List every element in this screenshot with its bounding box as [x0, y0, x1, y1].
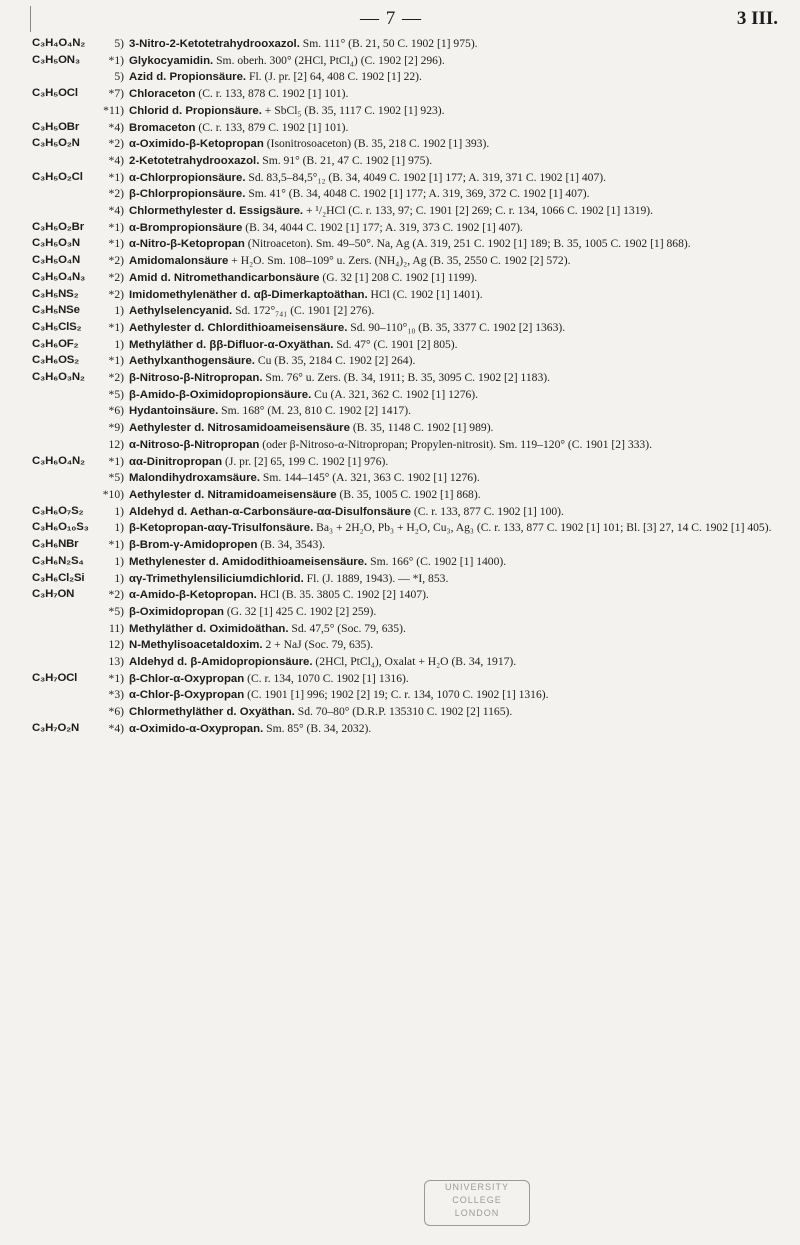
- index-entry: [0, 704, 800, 721]
- entry-text: [129, 470, 778, 487]
- index-entry: [0, 220, 800, 237]
- index-entry: [0, 186, 800, 203]
- compound-name: β-Oximidopropan: [129, 605, 224, 618]
- index-entry: [0, 487, 800, 504]
- entry-text: [129, 303, 778, 320]
- entry-text: [129, 270, 778, 287]
- index-entry: [0, 587, 800, 604]
- entry-number: *6): [108, 705, 124, 719]
- compound-name: Chlormethyläther d. Oxyäthan.: [129, 706, 295, 719]
- compound-name: β-Amido-β-Oximidopropionsäure.: [129, 388, 312, 401]
- formula: C₃H₅ClS₂: [32, 320, 82, 333]
- index-entry: [0, 253, 800, 270]
- entry-number: *9): [108, 421, 124, 435]
- entry-text: [129, 320, 778, 337]
- formula: C₃H₅O₂Br: [32, 220, 84, 233]
- entry-number: *4): [108, 204, 124, 218]
- entry-number: 1): [114, 571, 124, 585]
- entry-details: Sm. 111° (B. 21, 50 C. 1902 [1] 975).: [299, 37, 478, 50]
- compound-name: αα-Dinitropropan: [129, 455, 223, 468]
- compound-name: Methyläther d. ββ-Difluor-α-Oxyäthan.: [129, 338, 334, 351]
- compound-name: Imidomethylenäther d. αβ-Dimerkaptoäthan.: [129, 288, 368, 301]
- index-entry: [0, 454, 800, 471]
- formula: C₃H₇ON: [32, 588, 75, 601]
- entry-details: + SbCl₅ (B. 35, 1117 C. 1902 [1] 923).: [261, 103, 445, 117]
- formula: C₃H₅O₂Cl: [32, 170, 83, 183]
- entry-number: *1): [108, 220, 124, 234]
- compound-name: Chloraceton: [129, 88, 196, 101]
- formula: C₃H₄O₄N₂: [32, 37, 86, 49]
- entry-number: *2): [108, 254, 124, 268]
- entry-text: [129, 403, 778, 420]
- entry-details: Sm. oberh. 300° (2HCl, PtCl₄) (C. 1902 [2] 296).: [213, 53, 445, 67]
- entry-details: Cu (B. 35, 2184 C. 1902 [2] 264).: [254, 354, 416, 368]
- compound-name: α-Chlorpropionsäure.: [129, 171, 246, 184]
- entry-text: [129, 520, 778, 537]
- entry-number: *4): [108, 120, 124, 134]
- entry-number: *1): [108, 53, 124, 67]
- entry-details: (B. 35, 1148 C. 1902 [1] 989).: [349, 421, 494, 435]
- index-entry: [0, 420, 800, 437]
- compound-name: β-Ketopropan-ααγ-Trisulfonsäure.: [129, 522, 314, 535]
- entry-number: *4): [108, 153, 124, 167]
- compound-name: Malondihydroxamsäure.: [129, 472, 261, 485]
- entry-details: Sm. 168° (M. 23, 810 C. 1902 [2] 1417).: [218, 404, 411, 418]
- entry-number: *2): [108, 137, 124, 151]
- entry-text: [129, 86, 778, 103]
- index-entry: [0, 520, 800, 537]
- entry-number: *3): [108, 688, 124, 702]
- compound-name: αγ-Trimethylensiliciumdichlorid.: [129, 572, 304, 585]
- formula: C₃H₆NBr: [32, 538, 79, 551]
- entry-text: [129, 704, 778, 721]
- index-entry: [0, 654, 800, 671]
- index-entry: [0, 103, 800, 120]
- entry-number: *2): [108, 270, 124, 284]
- formula: C₃H₆O₄N₂: [32, 454, 85, 467]
- entry-number: *4): [108, 721, 124, 735]
- entry-number: 1): [114, 337, 124, 351]
- entry-number: *2): [108, 287, 124, 301]
- compound-name: Chlorid d. Propionsäure.: [129, 104, 262, 117]
- formula: C₃H₇OCl: [32, 671, 78, 684]
- entry-details: Sd. 70–80° (D.R.P. 135310 C. 1902 [2] 1165).: [294, 705, 513, 719]
- entry-number: *5): [108, 387, 124, 401]
- compound-name: Chlormethylester d. Essigsäure.: [129, 205, 304, 218]
- entry-number: *5): [108, 471, 124, 485]
- entry-number: 1): [114, 521, 124, 535]
- compound-name: β-Nitroso-β-Nitropropan.: [129, 372, 263, 385]
- entry-number: *1): [108, 538, 124, 552]
- index-entry: [0, 136, 800, 153]
- index-entry: [0, 470, 800, 487]
- compound-name: N-Methylisoacetaldoxim.: [129, 639, 263, 652]
- entry-number: *1): [108, 671, 124, 685]
- index-entry: [0, 270, 800, 287]
- entry-details: HCl (C. 1902 [1] 1401).: [367, 287, 483, 301]
- compound-name: Aethylester d. Nitrosamidoameisensäure: [129, 422, 350, 435]
- entry-details: (C. r. 134, 1070 C. 1902 [1] 1316).: [244, 671, 409, 685]
- entry-text: [129, 153, 778, 170]
- entry-text: [129, 487, 778, 504]
- entry-text: [129, 186, 778, 203]
- compound-name: Methyläther d. Oximidoäthan.: [129, 622, 289, 635]
- compound-name: α-Oximido-α-Oxypropan.: [129, 722, 264, 735]
- entry-details: Cu (A. 321, 362 C. 1902 [1] 1276).: [311, 387, 479, 401]
- entry-details: (C. r. 133, 879 C. 1902 [1] 101).: [195, 120, 349, 134]
- formula: C₃H₅O₄N: [32, 254, 81, 267]
- formula: C₃H₆N₂S₄: [32, 554, 84, 567]
- compound-name: 2-Ketotetrahydrooxazol.: [129, 154, 260, 167]
- index-entry: [0, 236, 800, 253]
- entry-number: *2): [108, 187, 124, 201]
- compound-name: Aethylselencyanid.: [129, 305, 233, 318]
- entry-text: [129, 69, 778, 86]
- entry-number: *2): [108, 371, 124, 385]
- entry-details: (B. 35, 1005 C. 1902 [1] 868).: [336, 487, 481, 501]
- entry-details: (B. 34, 4044 C. 1902 [1] 177; A. 319, 373 C. 1902 [1] 407).: [242, 220, 523, 234]
- index-entry: [0, 153, 800, 170]
- entry-details: Sd. 83,5–84,5°₁₂ (B. 34, 4049 C. 1902 [1] 177; A. 319, 371 C. 1902 [1] 407).: [245, 170, 607, 184]
- index-entry: [0, 353, 800, 370]
- entry-details: Sd. 47° (C. 1901 [2] 805).: [333, 337, 458, 351]
- compound-name: Amidomalonsäure: [129, 255, 229, 268]
- entry-number: *5): [108, 604, 124, 618]
- compound-name: α-Nitroso-β-Nitropropan: [129, 438, 260, 451]
- index-entry: [0, 36, 800, 53]
- index-entry: [0, 637, 800, 654]
- entry-number: 5): [114, 70, 124, 84]
- entry-details: Fl. (J. 1889, 1943). — *I, 853.: [303, 571, 449, 585]
- entry-details: (C. r. 133, 877 C. 1902 [1] 100).: [410, 504, 564, 518]
- formula: C₃H₅NSe: [32, 304, 80, 317]
- compound-name: Aldehyd d. β-Amidopropionsäure.: [129, 656, 313, 669]
- compound-name: Bromaceton: [129, 121, 196, 134]
- index-entry: [0, 53, 800, 70]
- entry-details: (Isonitrosoaceton) (B. 35, 218 C. 1902 [1] 393).: [263, 137, 490, 151]
- index-entry: [0, 537, 800, 554]
- formula: C₃H₇O₂N: [32, 721, 80, 734]
- entry-details: + ¹/₂HCl (C. r. 133, 97; C. 1901 [2] 269; C. r. 134, 1066 C. 1902 [1] 1319).: [303, 204, 654, 218]
- compound-name: β-Brom-γ-Amidopropen: [129, 539, 258, 552]
- compound-name: Amid d. Nitromethandicarbonsäure: [129, 271, 320, 284]
- entry-text: [129, 120, 778, 137]
- entry-details: (G. 32 [1] 425 C. 1902 [2] 259).: [223, 604, 377, 618]
- compound-name: α-Brompropionsäure: [129, 221, 243, 234]
- formula-index-list: [0, 36, 800, 738]
- entry-text: [129, 103, 778, 120]
- entry-details: (J. pr. [2] 65, 199 C. 1902 [1] 976).: [222, 454, 389, 468]
- entry-text: [129, 420, 778, 437]
- entry-text: [129, 170, 778, 187]
- entry-text: [129, 621, 778, 638]
- entry-number: 11): [108, 621, 124, 635]
- page-number: — 7 —: [360, 8, 422, 29]
- entry-details: Sm. 91° (B. 21, 47 C. 1902 [1] 975).: [259, 153, 433, 167]
- compound-name: α-Nitro-β-Ketopropan: [129, 238, 245, 251]
- library-stamp: UNIVERSITY COLLEGE LONDON: [424, 1180, 530, 1226]
- entry-number: 13): [108, 655, 124, 669]
- entry-text: [129, 36, 778, 53]
- index-entry: [0, 504, 800, 521]
- formula: C₃H₆OS₂: [32, 354, 80, 367]
- entry-details: Sm. 76° u. Zers. (B. 34, 1911; B. 35, 3095 C. 1902 [2] 1183).: [262, 371, 550, 385]
- compound-name: α-Chlor-β-Oxypropan: [129, 689, 245, 702]
- entry-number: 12): [108, 638, 124, 652]
- entry-text: [129, 236, 778, 253]
- entry-text: [129, 504, 778, 521]
- entry-details: + H₂O. Sm. 108–109° u. Zers. (NH₄)₂, Ag (B. 35, 2550 C. 1902 [2] 572).: [228, 254, 571, 268]
- entry-text: [129, 287, 778, 304]
- index-entry: [0, 303, 800, 320]
- entry-number: *2): [108, 588, 124, 602]
- index-entry: [0, 554, 800, 571]
- index-entry: [0, 170, 800, 187]
- formula: C₃H₆O₇S₂: [32, 504, 84, 517]
- entry-text: [129, 337, 778, 354]
- entry-details: Fl. (J. pr. [2] 64, 408 C. 1902 [1] 22).: [246, 70, 422, 84]
- entry-number: 1): [114, 554, 124, 568]
- entry-number: 1): [114, 304, 124, 318]
- index-entry: [0, 571, 800, 588]
- index-entry: [0, 120, 800, 137]
- formula: C₃H₅O₂N: [32, 137, 80, 150]
- entry-text: [129, 571, 778, 588]
- compound-name: Aethylester d. Chlordithioameisensäure.: [129, 321, 348, 334]
- entry-text: [129, 554, 778, 571]
- index-entry: [0, 370, 800, 387]
- entry-number: *7): [108, 87, 124, 101]
- entry-number: 12): [108, 437, 124, 451]
- index-entry: [0, 721, 800, 738]
- entry-text: [129, 687, 778, 704]
- entry-details: Sm. 85° (B. 34, 2032).: [263, 721, 372, 735]
- entry-text: [129, 587, 778, 604]
- entry-text: [129, 721, 778, 738]
- index-entry: [0, 86, 800, 103]
- entry-text: [129, 637, 778, 654]
- entry-details: Sd. 172°₇₄₁ (C. 1901 [2] 276).: [232, 304, 375, 318]
- index-entry: [0, 337, 800, 354]
- entry-details: (oder β-Nitroso-α-Nitropropan; Propylen-nitrosit). Sm. 119–120° (C. 1901 [2] 333).: [259, 437, 652, 451]
- entry-details: Sm. 144–145° (A. 321, 363 C. 1902 [1] 1276).: [260, 471, 480, 485]
- formula: C₃H₅O₄N₃: [32, 270, 86, 283]
- entry-number: *6): [108, 404, 124, 418]
- compound-name: α-Oximido-β-Ketopropan: [129, 138, 264, 151]
- formula: C₃H₅NS₂: [32, 287, 79, 300]
- entry-number: *1): [108, 170, 124, 184]
- entry-details: Sm. 41° (B. 34, 4048 C. 1902 [1] 177; A. 319, 369, 372 C. 1902 [1] 407).: [245, 187, 590, 201]
- entry-text: [129, 604, 778, 621]
- formula: C₃H₆O₁₀S₃: [32, 521, 89, 534]
- entry-details: Sd. 47,5° (Soc. 79, 635).: [288, 621, 406, 635]
- compound-name: β-Chlor-α-Oxypropan: [129, 672, 245, 685]
- entry-text: [129, 370, 778, 387]
- entry-number: *1): [108, 237, 124, 251]
- entry-number: *11): [103, 103, 124, 117]
- index-entry: [0, 671, 800, 688]
- formula: C₃H₅OCl: [32, 87, 78, 100]
- section-label: 3 III.: [736, 8, 778, 29]
- entry-text: [129, 353, 778, 370]
- entry-text: [129, 253, 778, 270]
- index-entry: [0, 437, 800, 454]
- entry-details: Ba₃ + 2H₂O, Pb₃ + H₂O, Cu₃, Ag₃ (C. r. 133, 877 C. 1902 [1] 101; Bl. [3] 27, 14 C. 1902 [1] 405).: [313, 521, 772, 535]
- entry-text: [129, 387, 778, 404]
- entry-number: 1): [114, 504, 124, 518]
- entry-text: [129, 53, 778, 70]
- entry-text: [129, 454, 778, 471]
- entry-text: [129, 671, 778, 688]
- entry-details: Sd. 90–110°₁₀ (B. 35, 3377 C. 1902 [2] 1363).: [347, 320, 566, 334]
- compound-name: 3-Nitro-2-Ketotetrahydrooxazol.: [129, 38, 300, 50]
- index-entry: [0, 203, 800, 220]
- index-entry: [0, 403, 800, 420]
- entry-details: (C. r. 133, 878 C. 1902 [1] 101).: [195, 87, 349, 101]
- index-entry: [0, 69, 800, 86]
- index-entry: [0, 320, 800, 337]
- entry-details: Sm. 166° (C. 1902 [1] 1400).: [367, 554, 507, 568]
- entry-text: [129, 136, 778, 153]
- formula: C₃H₅OBr: [32, 120, 80, 133]
- entry-number: *1): [108, 354, 124, 368]
- formula: C₃H₅ON₃: [32, 53, 80, 66]
- entry-number: *1): [108, 454, 124, 468]
- formula: C₃H₆O₃N₂: [32, 371, 85, 384]
- index-entry: [0, 621, 800, 638]
- compound-name: α-Amido-β-Ketopropan.: [129, 589, 257, 602]
- entry-details: (Nitroaceton). Sm. 49–50°. Na, Ag (A. 319, 251 C. 1902 [1] 189; B. 35, 1005 C. 1902 [1] 868).: [244, 237, 691, 251]
- compound-name: Aethylxanthogensäure.: [129, 355, 255, 368]
- entry-details: (B. 34, 3543).: [257, 538, 326, 552]
- entry-details: (G. 32 [1] 208 C. 1902 [1] 1199).: [319, 270, 478, 284]
- entry-text: [129, 220, 778, 237]
- index-entry: [0, 604, 800, 621]
- entry-details: 2 + NaJ (Soc. 79, 635).: [262, 638, 374, 652]
- entry-text: [129, 203, 778, 220]
- index-entry: [0, 287, 800, 304]
- entry-details: (C. 1901 [1] 996; 1902 [2] 19; C. r. 134, 1070 C. 1902 [1] 1316).: [244, 688, 549, 702]
- formula: C₃H₅O₃N: [32, 237, 80, 250]
- page-header: [0, 6, 800, 36]
- compound-name: β-Chlorpropionsäure.: [129, 188, 246, 201]
- index-entry: [0, 387, 800, 404]
- compound-name: Glykocyamidin.: [129, 54, 214, 67]
- compound-name: Hydantoinsäure.: [129, 405, 219, 418]
- entry-text: [129, 437, 778, 454]
- compound-name: Azid d. Propionsäure.: [129, 71, 247, 84]
- entry-number: *1): [108, 320, 124, 334]
- entry-text: [129, 537, 778, 554]
- index-entry: [0, 687, 800, 704]
- formula: C₃H₆Cl₂Si: [32, 571, 85, 584]
- compound-name: Aethylester d. Nitramidoameisensäure: [129, 488, 337, 501]
- entry-number: 5): [114, 37, 124, 50]
- entry-text: [129, 654, 778, 671]
- entry-number: *10): [102, 487, 124, 501]
- margin-rule: [30, 6, 46, 32]
- formula: C₃H₆OF₂: [32, 337, 79, 350]
- entry-details: (2HCl, PtCl₄), Oxalat + H₂O (B. 34, 1917).: [312, 655, 517, 669]
- entry-details: HCl (B. 35. 3805 C. 1902 [2] 1407).: [256, 588, 429, 602]
- compound-name: Aldehyd d. Aethan-α-Carbonsäure-αα-Disulfonsäure: [129, 505, 411, 518]
- compound-name: Methylenester d. Amidodithioameisensäure.: [129, 555, 368, 568]
